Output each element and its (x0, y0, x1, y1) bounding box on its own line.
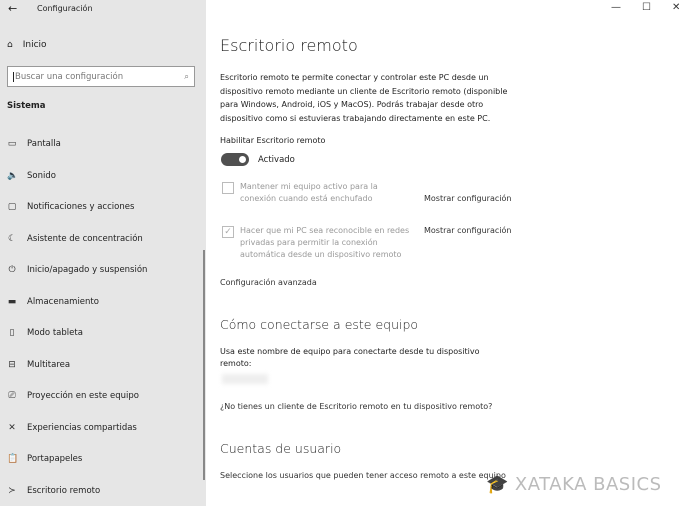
sidebar-item-label: Proyección en este equipo (27, 391, 139, 401)
scrollbar[interactable] (203, 250, 205, 480)
sidebar-item-label: Portapapeles (27, 454, 83, 464)
sidebar-item-label: Asistente de concentración (27, 233, 143, 244)
sidebar-item-label: Escritorio remoto (27, 485, 101, 496)
sidebar-icon: ☾ (7, 233, 17, 244)
advanced-settings-link[interactable]: Configuración avanzada (220, 278, 317, 287)
sidebar-home[interactable] (7, 40, 47, 50)
sidebar-item-notificaciones[interactable] (7, 202, 134, 212)
sidebar-item-pantalla[interactable] (7, 139, 61, 149)
keep-awake-text: Mantener mi equipo activo para la conexión cuando está enchufado (240, 182, 378, 203)
sidebar-icon: ✕ (8, 422, 16, 433)
sidebar-item-experiencias[interactable] (7, 423, 137, 433)
group-heading: Sistema (7, 101, 46, 111)
accounts-heading: Cuentas de usuario (220, 441, 342, 456)
enable-label: Habilitar Escritorio remoto (220, 136, 326, 145)
watermark-text: XATAKA BASICS (514, 474, 662, 495)
watermark (486, 474, 662, 495)
select-users-link[interactable]: Seleccione los usuarios que pueden tener acceso remoto a este equipo (220, 471, 506, 480)
sidebar-item-multitarea[interactable] (7, 360, 70, 370)
sidebar-item-inicio[interactable] (7, 265, 147, 275)
sidebar-item-label: Notificaciones y acciones (27, 202, 135, 212)
sidebar-item-portapapeles[interactable] (7, 454, 82, 464)
sidebar-item-almacenamiento[interactable] (7, 297, 99, 307)
search-icon: ⌕ (184, 71, 189, 82)
keep-awake-checkbox[interactable] (222, 182, 234, 194)
back-button[interactable]: ← (8, 2, 18, 15)
home-label: Inicio (22, 40, 47, 50)
sidebar-icon: ⎚ (8, 391, 16, 401)
discoverable-checkbox[interactable]: ✓ (222, 226, 234, 238)
sidebar-icon: ≻ (8, 485, 16, 496)
toggle-state: Activado (258, 155, 295, 165)
graduation-cap-icon: 🎓 (486, 474, 509, 495)
connect-text: Usa este nombre de equipo para conectarte desde tu dispositivo remoto: (220, 347, 480, 368)
sidebar-item-label: Modo tableta (27, 328, 83, 338)
sidebar-item-proyección[interactable] (7, 391, 139, 401)
remote-desktop-toggle[interactable] (221, 153, 249, 166)
maximize-button[interactable]: ☐ (642, 2, 651, 13)
sidebar-item-label: Experiencias compartidas (27, 422, 137, 433)
client-link[interactable]: ¿No tienes un cliente de Escritorio remoto en tu dispositivo remoto? (220, 402, 493, 411)
minimize-button[interactable]: — (611, 2, 621, 13)
sidebar-icon: ⊟ (8, 359, 16, 370)
sidebar-icon: ⏻ (8, 265, 16, 275)
sidebar-item-asistente[interactable] (7, 234, 143, 244)
sidebar-icon: ▢ (7, 202, 17, 212)
sidebar-icon: 🔈 (7, 170, 19, 181)
sidebar-icon: ▬ (7, 296, 17, 307)
sidebar-item-modo[interactable] (7, 328, 83, 338)
sidebar-icon: 📋 (7, 454, 19, 464)
page-title: Escritorio remoto (220, 36, 358, 55)
connect-heading: Cómo conectarse a este equipo (220, 317, 419, 332)
discoverable-text: Hacer que mi PC sea reconocible en redes privadas para permitir la conexión automática desde un dispositivo remoto (240, 226, 410, 259)
sidebar (0, 0, 206, 506)
home-icon: ⌂ (7, 40, 13, 50)
sidebar-item-escritorio[interactable] (7, 486, 100, 496)
sidebar-item-label: Sonido (27, 170, 56, 181)
app-title: Configuración (37, 4, 93, 13)
sidebar-icon: ▭ (7, 139, 17, 149)
computer-name (222, 374, 268, 384)
sidebar-item-sonido[interactable] (7, 171, 56, 181)
sidebar-item-label: Inicio/apagado y suspensión (27, 265, 148, 275)
sidebar-icon: ▯ (9, 328, 15, 338)
sidebar-item-label: Pantalla (27, 139, 61, 149)
sidebar-item-label: Almacenamiento (27, 296, 99, 307)
search-placeholder: Buscar una configuración (15, 71, 124, 82)
search-input[interactable] (7, 66, 195, 87)
main-panel (206, 0, 688, 506)
show-settings-link-2[interactable]: Mostrar configuración (424, 226, 512, 235)
close-button[interactable]: ✕ (672, 2, 681, 13)
show-settings-link-1[interactable]: Mostrar configuración (424, 194, 512, 203)
description: Escritorio remoto te permite conectar y controlar este PC desde un dispositivo remoto mediante un cliente de Escritorio remoto (disponible para Windows, Android, iOS y MacOS). Podrás trabajar desde otro dispositivo como si estuvieras trabajando directamente en este PC. (220, 73, 508, 123)
sidebar-item-label: Multitarea (27, 359, 71, 370)
